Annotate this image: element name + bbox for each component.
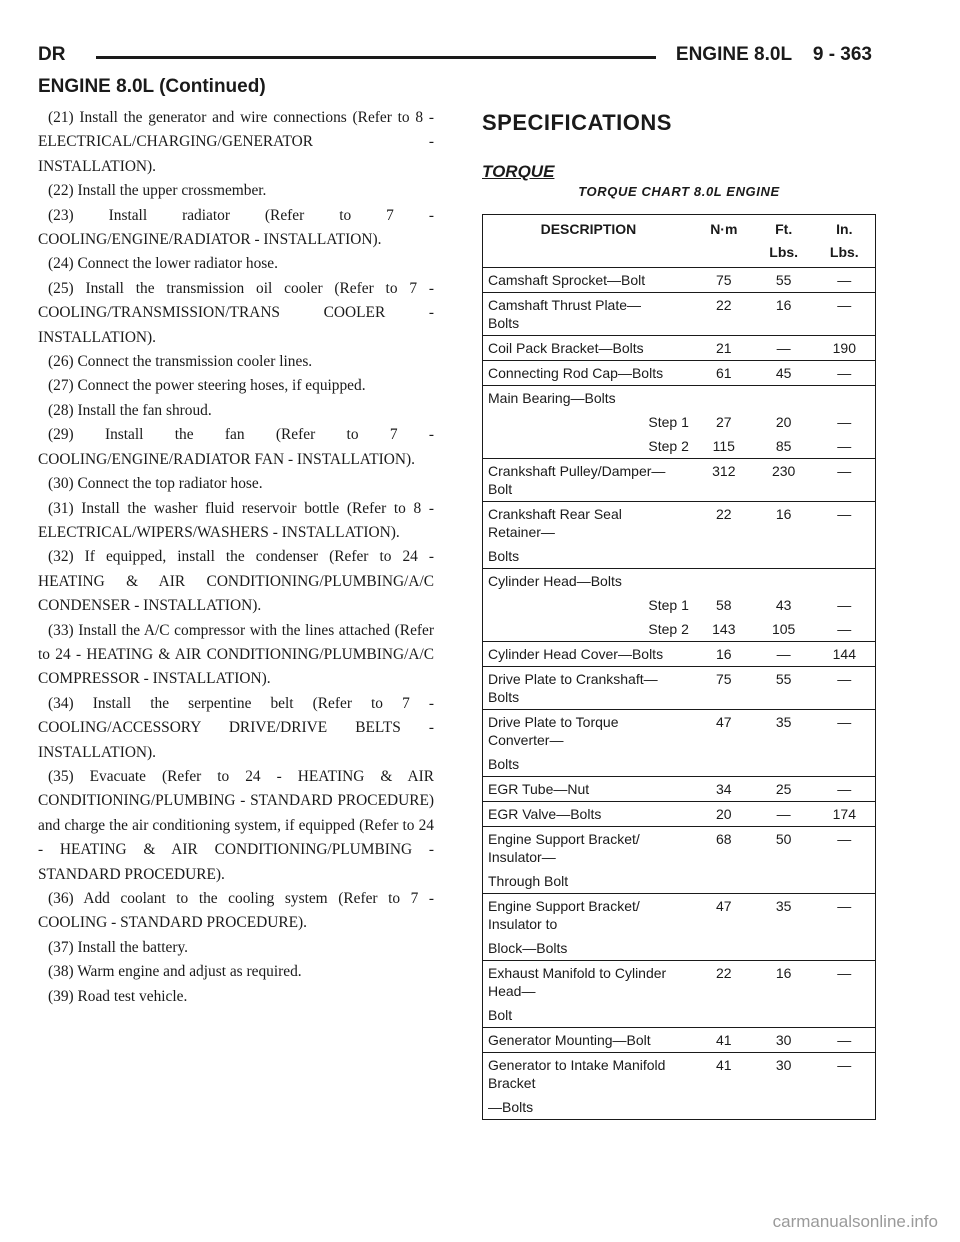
description-line: Main Bearing—Bolts bbox=[488, 390, 616, 406]
row-in-lbs: — bbox=[814, 502, 876, 569]
specifications-title: SPECIFICATIONS bbox=[482, 110, 672, 135]
description-line: Camshaft Sprocket—Bolt bbox=[488, 272, 646, 288]
install-step: (33) Install the A/C compressor with the lines attached (Refer to 24 - HEATING & AIR CONDITIONING/PLUMBING/A/C COMPRESSOR - INSTALLATION). bbox=[38, 621, 434, 688]
row-ft-lbs: 45 bbox=[754, 361, 814, 386]
table-row bbox=[483, 459, 876, 502]
header-rule bbox=[96, 56, 656, 59]
description-line: Generator Mounting—Bolt bbox=[488, 1032, 651, 1048]
row-description bbox=[483, 961, 694, 1028]
row-description bbox=[483, 827, 694, 894]
row-nm: 47 bbox=[694, 710, 754, 777]
description-line: Exhaust Manifold to Cylinder bbox=[488, 965, 667, 981]
install-step: (35) Evacuate (Refer to 24 - HEATING & AIR CONDITIONING/PLUMBING - STANDARD PROCEDURE) and charge the air conditioning system, if equipped (Refer to 24 - HEATING & AIR CONDITIONING/PLUMBING - STANDARD PROCEDURE). bbox=[38, 767, 434, 883]
description-line: Bolt bbox=[488, 1007, 513, 1023]
row-nm bbox=[694, 569, 754, 594]
row-nm: 27 bbox=[716, 414, 732, 430]
install-step: (23) Install radiator (Refer to 7 - COOLING/ENGINE/RADIATOR - INSTALLATION). bbox=[38, 206, 434, 249]
row-ft-lbs: 50 bbox=[754, 827, 814, 894]
header-title-page bbox=[676, 44, 872, 66]
row-in-lbs: — bbox=[837, 597, 852, 613]
table-row bbox=[483, 1053, 876, 1120]
step-label: Step 1 bbox=[648, 597, 689, 613]
description-line: Bolts bbox=[488, 548, 520, 564]
table-row bbox=[483, 386, 876, 411]
row-nm: 75 bbox=[694, 268, 754, 293]
install-step: (22) Install the upper crossmember. bbox=[48, 182, 267, 200]
description-line: Drive Plate to Torque bbox=[488, 714, 619, 730]
row-nm: 75 bbox=[694, 667, 754, 710]
row-nm: 41 bbox=[694, 1053, 754, 1120]
torque-title: TORQUE bbox=[482, 162, 555, 181]
install-step: (27) Connect the power steering hoses, if equipped. bbox=[48, 377, 366, 395]
description-line: Insulator to bbox=[488, 916, 558, 932]
description-line: Bracket bbox=[488, 1075, 536, 1091]
header-in-lbs-unit: Lbs. bbox=[829, 244, 859, 260]
row-in-lbs: 144 bbox=[814, 642, 876, 667]
row-ft-lbs: 16 bbox=[754, 961, 814, 1028]
row-description bbox=[483, 802, 694, 827]
description-line: Cylinder Head—Bolts bbox=[488, 573, 622, 589]
row-nm: 47 bbox=[694, 894, 754, 961]
row-nm: 16 bbox=[694, 642, 754, 667]
row-in-lbs: — bbox=[814, 710, 876, 777]
description-line: Connecting Rod Cap—Bolts bbox=[488, 365, 664, 381]
installation-steps bbox=[38, 106, 434, 1009]
install-step: (26) Connect the transmission cooler lines. bbox=[48, 353, 313, 371]
row-ft-lbs: 43 bbox=[775, 597, 792, 613]
row-ft-lbs bbox=[754, 386, 814, 411]
description-line: Engine Support Bracket/ bbox=[488, 831, 640, 847]
install-step: (36) Add coolant to the cooling system (Refer to 7 - COOLING - STANDARD PROCEDURE). bbox=[38, 890, 434, 932]
row-ft-lbs: 55 bbox=[754, 268, 814, 293]
specifications-section bbox=[482, 110, 876, 1120]
row-in-lbs: 190 bbox=[814, 336, 876, 361]
row-in-lbs: — bbox=[837, 438, 852, 454]
table-row bbox=[483, 777, 876, 802]
row-ft-lbs: 16 bbox=[754, 502, 814, 569]
row-nm: 22 bbox=[694, 502, 754, 569]
description-line: Camshaft Thrust Plate— bbox=[488, 297, 642, 313]
table-header-row bbox=[483, 215, 876, 268]
table-row bbox=[483, 502, 876, 569]
row-nm: 115 bbox=[712, 438, 735, 454]
step-label: Step 2 bbox=[648, 438, 689, 454]
description-line: Bolt bbox=[488, 481, 513, 497]
row-nm: 68 bbox=[694, 827, 754, 894]
header-in: In. bbox=[836, 221, 853, 237]
description-line: Coil Pack Bracket—Bolts bbox=[488, 340, 644, 356]
row-nm: 143 bbox=[712, 621, 736, 637]
row-in-lbs: — bbox=[814, 827, 876, 894]
row-in-lbs: — bbox=[814, 1028, 876, 1053]
description-line: Bolts bbox=[488, 689, 520, 705]
row-in-lbs: — bbox=[814, 961, 876, 1028]
header-ft-lbs bbox=[754, 215, 814, 268]
row-ft-lbs: 85 bbox=[775, 438, 792, 454]
install-step: (38) Warm engine and adjust as required. bbox=[48, 963, 302, 981]
table-row bbox=[483, 710, 876, 777]
row-ft-lbs: 35 bbox=[754, 894, 814, 961]
row-in-lbs: — bbox=[814, 777, 876, 802]
row-in-lbs: — bbox=[814, 1053, 876, 1120]
table-row bbox=[483, 802, 876, 827]
table-row bbox=[483, 894, 876, 961]
row-in-lbs: — bbox=[814, 268, 876, 293]
description-line: Bolts bbox=[488, 315, 520, 331]
description-line: Generator to Intake Manifold bbox=[488, 1057, 666, 1073]
description-line: Head— bbox=[488, 983, 536, 999]
install-step: (21) Install the generator and wire connections (Refer to 8 - ELECTRICAL/CHARGING/GENERATOR - INSTALLATION). bbox=[38, 109, 434, 175]
description-line: Bolts bbox=[488, 756, 520, 772]
row-ft-lbs: — bbox=[754, 642, 814, 667]
row-in-lbs: — bbox=[814, 361, 876, 386]
row-description bbox=[483, 293, 694, 336]
row-ft-lbs: 105 bbox=[771, 621, 796, 637]
row-description bbox=[483, 1028, 694, 1053]
row-ft-lbs: 20 bbox=[775, 414, 792, 430]
install-step: (30) Connect the top radiator hose. bbox=[48, 475, 263, 493]
page-header bbox=[0, 0, 960, 97]
install-step: (39) Road test vehicle. bbox=[48, 987, 188, 1005]
install-step: (25) Install the transmission oil cooler (Refer to 7 - COOLING/TRANSMISSION/TRANS COOLER - INSTALLATION). bbox=[38, 279, 434, 346]
watermark: carmanualsonline.info bbox=[772, 1212, 938, 1231]
description-line: Crankshaft Rear Seal bbox=[488, 506, 622, 522]
torque-chart-title: TORQUE CHART 8.0L ENGINE bbox=[578, 184, 780, 199]
row-description bbox=[483, 894, 694, 961]
table-row bbox=[483, 827, 876, 894]
row-nm: 41 bbox=[694, 1028, 754, 1053]
row-ft-lbs: 30 bbox=[754, 1053, 814, 1120]
row-in-lbs bbox=[814, 569, 876, 594]
row-ft-lbs: 230 bbox=[754, 459, 814, 502]
header-description: DESCRIPTION bbox=[483, 215, 694, 268]
header-ft: Ft. bbox=[775, 221, 793, 237]
row-in-lbs: — bbox=[837, 414, 852, 430]
row-in-lbs: — bbox=[814, 894, 876, 961]
continued-heading: ENGINE 8.0L (Continued) bbox=[38, 76, 266, 97]
table-row bbox=[483, 569, 876, 594]
row-nm: 58 bbox=[716, 597, 732, 613]
section-code: DR bbox=[38, 44, 66, 65]
description-line: Converter— bbox=[488, 732, 564, 748]
row-in-lbs: 174 bbox=[814, 802, 876, 827]
row-nm: 61 bbox=[694, 361, 754, 386]
table-row bbox=[483, 336, 876, 361]
row-ft-lbs: 35 bbox=[754, 710, 814, 777]
table-row-step bbox=[483, 617, 876, 642]
row-description bbox=[483, 459, 694, 502]
table-row bbox=[483, 293, 876, 336]
row-description bbox=[483, 569, 694, 594]
row-in-lbs bbox=[814, 386, 876, 411]
description-line: Insulator— bbox=[488, 849, 556, 865]
step-label: Step 1 bbox=[648, 414, 689, 430]
row-nm: 21 bbox=[694, 336, 754, 361]
description-line: Engine Support Bracket/ bbox=[488, 898, 640, 914]
row-description bbox=[483, 1053, 694, 1120]
install-step: (34) Install the serpentine belt (Refer to 7 - COOLING/ACCESSORY DRIVE/DRIVE BELTS - INSTALLATION). bbox=[38, 694, 434, 761]
row-in-lbs: — bbox=[814, 667, 876, 710]
row-description bbox=[483, 502, 694, 569]
install-step: (31) Install the washer fluid reservoir bottle (Refer to 8 - ELECTRICAL/WIPERS/WASHERS - INSTALLATION). bbox=[38, 499, 434, 541]
row-in-lbs: — bbox=[837, 621, 852, 637]
description-line: Crankshaft Pulley/Damper— bbox=[488, 463, 666, 479]
row-description bbox=[483, 268, 694, 293]
table-row-step bbox=[483, 593, 876, 617]
install-step: (32) If equipped, install the condenser (Refer to 24 - HEATING & AIR CONDITIONING/PLUMBING/A/C CONDENSER - INSTALLATION). bbox=[38, 548, 434, 615]
description-line: EGR Valve—Bolts bbox=[488, 806, 602, 822]
row-nm bbox=[694, 386, 754, 411]
description-line: Drive Plate to Crankshaft— bbox=[488, 671, 658, 687]
install-step: (37) Install the battery. bbox=[48, 938, 189, 956]
table-row bbox=[483, 667, 876, 710]
description-line: —Bolts bbox=[488, 1099, 534, 1115]
header-ft-lbs-unit: Lbs. bbox=[769, 244, 799, 260]
description-line: Cylinder Head Cover—Bolts bbox=[488, 646, 664, 662]
page-number: 9 - 363 bbox=[812, 44, 872, 65]
row-nm: 34 bbox=[694, 777, 754, 802]
row-nm: 312 bbox=[694, 459, 754, 502]
description-line: Retainer— bbox=[488, 524, 555, 540]
row-ft-lbs: — bbox=[754, 802, 814, 827]
row-description bbox=[483, 710, 694, 777]
table-row bbox=[483, 961, 876, 1028]
row-in-lbs: — bbox=[814, 459, 876, 502]
row-description bbox=[483, 336, 694, 361]
install-step: (29) Install the fan (Refer to 7 - COOLING/ENGINE/RADIATOR FAN - INSTALLATION). bbox=[38, 426, 434, 468]
row-ft-lbs bbox=[754, 569, 814, 594]
table-row bbox=[483, 642, 876, 667]
row-description bbox=[483, 386, 694, 411]
step-label: Step 2 bbox=[648, 621, 689, 637]
table-row bbox=[483, 361, 876, 386]
torque-table bbox=[482, 214, 876, 1120]
row-description bbox=[483, 361, 694, 386]
row-nm: 22 bbox=[694, 293, 754, 336]
header-in-lbs bbox=[814, 215, 876, 268]
table-row-step bbox=[483, 410, 876, 434]
description-line: Block—Bolts bbox=[488, 940, 568, 956]
header-title: ENGINE 8.0L bbox=[675, 44, 792, 65]
row-nm: 20 bbox=[694, 802, 754, 827]
row-ft-lbs: 55 bbox=[754, 667, 814, 710]
row-nm: 22 bbox=[694, 961, 754, 1028]
table-row bbox=[483, 268, 876, 293]
description-line: Through Bolt bbox=[488, 873, 569, 889]
row-description bbox=[483, 642, 694, 667]
row-ft-lbs: 25 bbox=[754, 777, 814, 802]
row-description bbox=[483, 667, 694, 710]
table-row-step bbox=[483, 434, 876, 459]
row-ft-lbs: 16 bbox=[754, 293, 814, 336]
install-step: (28) Install the fan shroud. bbox=[48, 401, 212, 419]
install-step: (24) Connect the lower radiator hose. bbox=[48, 255, 278, 273]
row-ft-lbs: 30 bbox=[754, 1028, 814, 1053]
description-line: EGR Tube—Nut bbox=[488, 781, 590, 797]
row-ft-lbs: — bbox=[754, 336, 814, 361]
row-in-lbs: — bbox=[814, 293, 876, 336]
row-description bbox=[483, 777, 694, 802]
table-row bbox=[483, 1028, 876, 1053]
header-nm: N·m bbox=[694, 215, 754, 268]
